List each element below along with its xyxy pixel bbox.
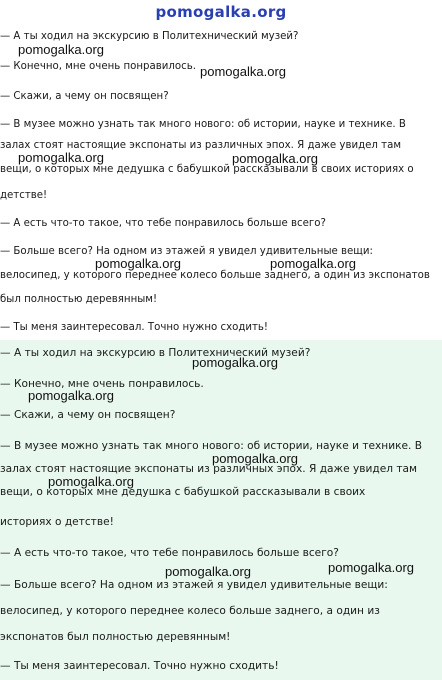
dialogue-line: — Скажи, а чему он посвящен? [0, 91, 169, 102]
dialogue-line: — Скажи, а чему он посвящен? [0, 409, 176, 421]
watermark: pomogalka.org [28, 388, 114, 403]
dialogue-line: залах стоят настоящие экспонаты из различных эпох. Я даже увидел там [0, 463, 418, 475]
watermark: pomogalka.org [165, 564, 251, 579]
dialogue-line: экспонатов был полностью деревянным! [0, 631, 231, 643]
dialogue-line: залах стоят настоящие экспонаты из различных эпох. Я даже увидел там [0, 140, 402, 151]
dialogue-line: велосипед, у которого переднее колесо больше заднего, а один из [0, 605, 380, 617]
dialogue-line: — А есть что-то такое, что тебе понравилось больше всего? [0, 218, 326, 229]
dialogue-line: — В музее можно узнать так много нового: об истории, науке и технике. В [0, 440, 423, 452]
dialogue-line: — А ты ходил на экскурсию в Политехнический музей? [0, 347, 311, 359]
watermark: pomogalka.org [232, 151, 318, 166]
dialogue-line: детстве! [0, 190, 48, 201]
dialogue-line: вещи, о которых мне дедушка с бабушкой рассказывали в своих историях о [0, 164, 414, 175]
dialogue-line: историях о детстве! [0, 516, 114, 528]
dialogue-line: — Больше всего? На одном из этажей я увидел удивительные вещи: [0, 246, 373, 257]
watermark: pomogalka.org [95, 256, 181, 271]
watermark: pomogalka.org [270, 256, 356, 271]
dialogue-line: был полностью деревянным! [0, 294, 158, 305]
dialogue-line: — Ты меня заинтересовал. Точно нужно сходить! [0, 322, 269, 333]
site-header [0, 0, 442, 24]
watermark: pomogalka.org [192, 355, 278, 370]
watermark: pomogalka.org [328, 560, 414, 575]
dialogue-line: — Конечно, мне очень понравилось. [0, 61, 196, 72]
dialogue-line: — Конечно, мне очень понравилось. [0, 378, 204, 390]
watermark: pomogalka.org [48, 474, 134, 489]
dialogue-line: велосипед, у которого переднее колесо больше заднего, а один из экспонатов [0, 270, 430, 281]
dialogue-line: — А есть что-то такое, что тебе понравилось больше всего? [0, 547, 339, 559]
site-title[interactable]: pomogalka.org [155, 3, 287, 21]
watermark: pomogalka.org [212, 451, 298, 466]
watermark: pomogalka.org [18, 150, 104, 165]
watermark: pomogalka.org [18, 42, 104, 57]
dialogue-line: — А ты ходил на экскурсию в Политехнический музей? [0, 31, 299, 42]
dialogue-line: — В музее можно узнать так много нового: об истории, науке и технике. В [0, 119, 406, 130]
dialogue-line: — Ты меня заинтересовал. Точно нужно сходить! [0, 660, 279, 672]
dialogue-line: — Больше всего? На одном из этажей я увидел удивительные вещи: [0, 579, 388, 591]
watermark: pomogalka.org [200, 64, 286, 79]
dialogue-line: вещи, о которых мне дедушка с бабушкой рассказывали в своих [0, 486, 366, 498]
